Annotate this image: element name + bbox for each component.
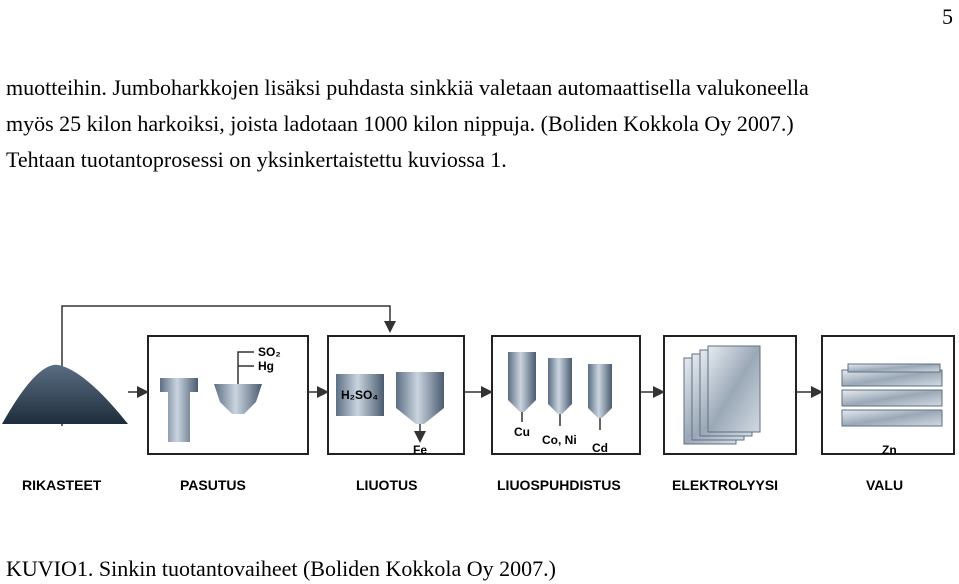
stage-label-pasutus: PASUTUS xyxy=(180,477,246,493)
ore-pile-image xyxy=(2,365,128,424)
cd-label: Cd xyxy=(592,441,608,455)
body-paragraph xyxy=(6,70,956,178)
paragraph-line: Tehtaan tuotantoprosessi on yksinkertaistettu kuviossa 1. xyxy=(6,147,507,172)
cu-label: Cu xyxy=(514,425,530,439)
zinc-production-diagram xyxy=(0,296,959,506)
paragraph-line: muotteihin. Jumboharkkojen lisäksi puhdasta sinkkiä valetaan automaattisella valukoneella xyxy=(6,75,809,100)
stage-label-liuotus: LIUOTUS xyxy=(356,477,418,493)
purification-tank-image xyxy=(588,364,612,418)
stage-label-elektrolyysi: ELEKTROLYYSI xyxy=(672,477,779,493)
stage-label-valu: VALU xyxy=(866,477,904,493)
cathode-plates-image xyxy=(684,346,760,444)
fe-label: Fe xyxy=(413,443,428,457)
so2-label: SO₂ xyxy=(258,345,281,359)
figure-caption: KUVIO1. Sinkin tuotantovaiheet (Boliden Kokkola Oy 2007.) xyxy=(6,556,556,581)
paragraph-line: myös 25 kilon harkoiksi, joista ladotaan 1000 kilon nippuja. (Boliden Kokkola Oy 2007.) xyxy=(6,111,794,136)
hg-label: Hg xyxy=(258,359,274,373)
h2so4-label: H₂SO₄ xyxy=(341,388,379,402)
zinc-ingots-image xyxy=(842,364,942,426)
stage-label-liuospuhdistus: LIUOSPUHDISTUS xyxy=(497,477,621,493)
page-number: 5 xyxy=(942,4,953,29)
purification-tank-image xyxy=(548,358,572,414)
zn-label: Zn xyxy=(882,443,897,457)
purification-tank-image xyxy=(508,352,536,412)
stage-label-rikasteet: RIKASTEET xyxy=(22,477,102,493)
co-ni-label: Co, Ni xyxy=(542,433,577,447)
